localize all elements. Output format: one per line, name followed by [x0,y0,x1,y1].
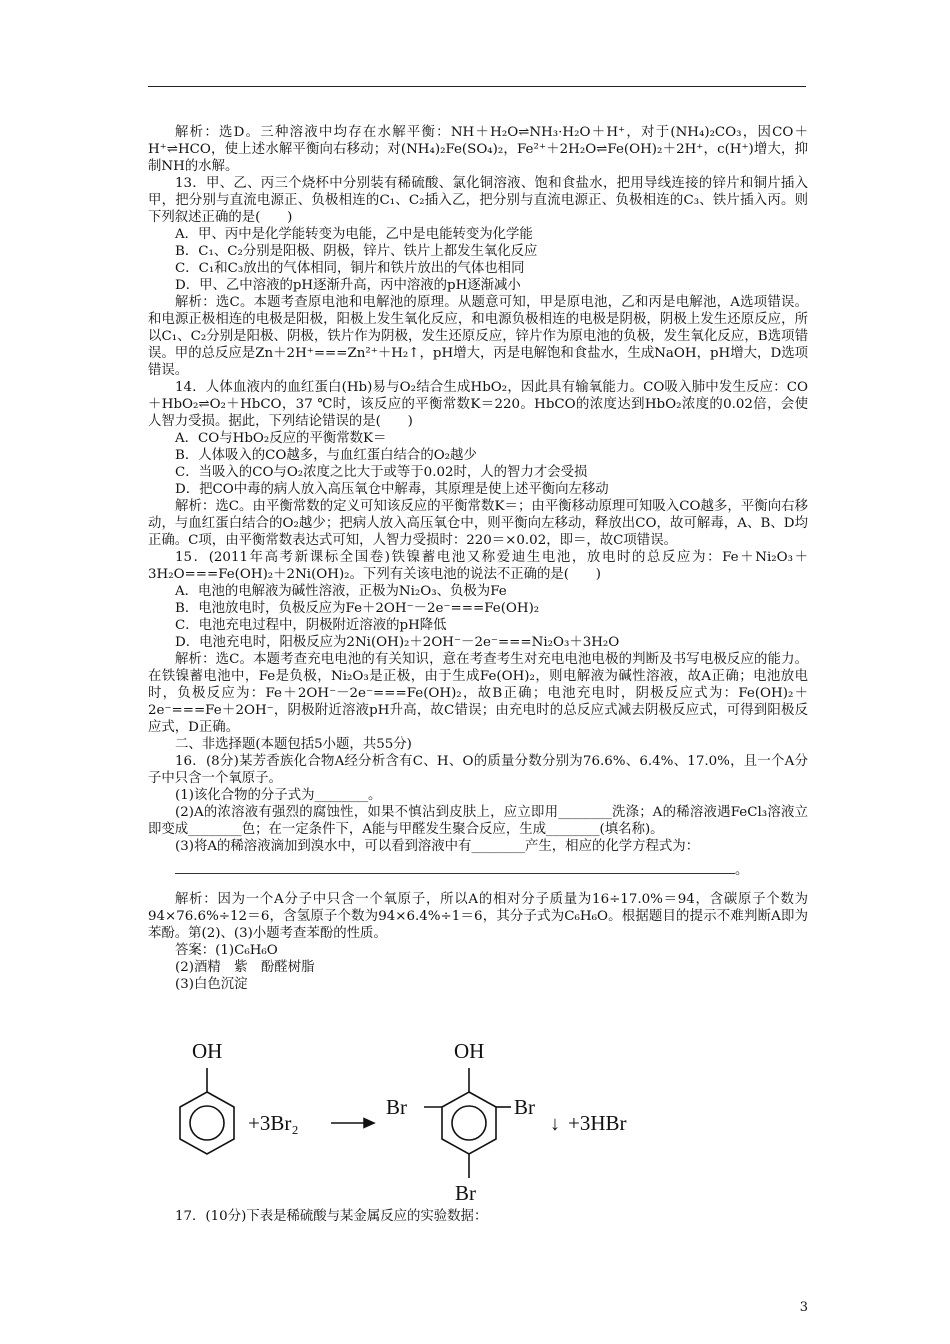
body-paragraph: 二、非选择题(本题包括5小题，共55分) [175,737,412,752]
product-oh-label: OH [454,1039,485,1063]
blank-line-end: 。 [735,863,749,878]
answer-paragraph: (2)酒精 紫 酚醛树脂 [175,960,315,975]
answer-paragraph: 答案：(1)C₆H₆O [175,943,278,958]
blank-underline [175,861,735,874]
body-paragraph: (3)将A的稀溶液滴加到溴水中，可以看到溶液中有________产生，相应的化学方程式为： [175,839,700,854]
body-paragraph: 16．(8分)某芳香族化合物A经分析含有C、H、O的质量分数分别为76.6%、6.4%、17.0%，且一个A分子中只含一个氧原子。 [148,754,808,786]
chemical-equation-figure [148,1028,808,1206]
body-paragraph: A．CO与HbO₂反应的平衡常数K＝ [175,431,387,446]
body-paragraph: D．把CO中毒的病人放入高压氧仓中解毒，其原理是使上述平衡向左移动 [175,482,609,497]
text-block-1 [148,124,808,855]
body-paragraph: C．C₁和C₃放出的气体相同，铜片和铁片放出的气体也相同 [175,261,525,276]
answer-paragraph: 解析：因为一个A分子中只含一个氧原子，所以A的相对分子质量为16÷17.0%＝94，含碳原子个数为94×76.6%÷12＝6，含氢原子个数为94×6.4%÷1＝6，其分子式为C₆H₆O。根据题目的提示不难判断A即为苯酚。第(2)、(3)小题考查苯酚的性质。 [148,892,808,941]
phenol-oh-label: OH [192,1039,223,1063]
body-paragraph: D．甲、乙中溶液的pH逐渐升高，丙中溶液的pH逐渐减小 [175,278,521,293]
benzene-ring-2 [442,1092,496,1154]
body-paragraph: A．电池的电解液为碱性溶液，正极为Ni₂O₃、负极为Fe [175,584,507,599]
answer-paragraph: (3)白色沉淀 [175,977,248,992]
body-paragraph: 13．甲、乙、丙三个烧杯中分别装有稀硫酸、氯化铜溶液、饱和食盐水，把用导线连接的锌片和铜片插入甲，把分别与直流电源正、负极相连的C₁、C₂插入乙，把分别与直流电源正、负极相连的C₃、铁片插入丙。则下列叙述正确的是( ) [148,176,808,225]
body-paragraph: (2)A的浓溶液有强烈的腐蚀性，如果不慎沾到皮肤上，应立即用________洗涤；A的稀溶液遇FeCl₃溶液立即变成________色；在一定条件下，A能与甲醛发生聚合反应，生成________(填名称)。 [148,805,808,837]
reaction-arrow [331,1119,374,1128]
page-number: 3 [799,1300,808,1315]
answer-blank-line [148,861,808,879]
reagent-label: +3Br₂ [248,1111,299,1135]
body-paragraph: (1)该化合物的分子式为________。 [175,788,382,803]
document-body [148,124,808,993]
aromatic-circle-1 [190,1106,224,1140]
body-paragraph: C．当吸入的CO与O₂浓度之比大于或等于0.02时，人的智力才会受损 [175,465,588,480]
product-br-right: Br [514,1095,535,1119]
body-paragraph: B．电池放电时，负极反应为Fe＋2OH⁻－2e⁻===Fe(OH)₂ [175,601,540,616]
product-br-left: Br [386,1095,407,1119]
body-paragraph: 解析：选D。三种溶液中均存在水解平衡：NH＋H₂O⇌NH₃·H₂O＋H⁺，对于(NH₄)₂CO₃，因CO＋H⁺⇌HCO，使上述水解平衡向右移动；对(NH₄)₂Fe(SO₄)₂，Fe²⁺＋2H₂O⇌Fe(OH)₂＋2H⁺，c(H⁺)增大，抑制NH的水解。 [148,125,808,174]
benzene-ring-1 [180,1092,234,1154]
byproduct-label: +3HBr [568,1111,627,1135]
body-paragraph: A．甲、丙中是化学能转变为电能，乙中是电能转变为化学能 [175,227,533,242]
text-block-2 [148,891,808,993]
body-paragraph: B．人体吸入的CO越多，与血红蛋白结合的O₂越少 [175,448,477,463]
body-paragraph: 解析：选C。本题考查原电池和电解池的原理。从题意可知，甲是原电池，乙和丙是电解池，A选项错误。和电源正极相连的电极是阳极，阳极上发生氧化反应，和电源负极相连的电极是阴极，阴极上发生还原反应，所以C₁、C₂分别是阳极、阴极，铁片作为阴极，发生还原反应，锌片作为原电池的负极，发生氧化反应，B选项错误。甲的总反应是Zn＋2H⁺===Zn²⁺＋H₂↑，pH增大，丙是电解饱和食盐水，生成NaOH，pH增大，D选项错误。 [148,295,808,378]
body-paragraph: 15．(2011年高考新课标全国卷)铁镍蓄电池又称爱迪生电池，放电时的总反应为：Fe＋Ni₂O₃＋3H₂O===Fe(OH)₂＋2Ni(OH)₂。下列有关该电池的说法不正确的是( ) [148,550,808,582]
aromatic-circle-2 [452,1106,486,1140]
phenol-structure [180,1068,234,1154]
body-paragraph: B．C₁、C₂分别是阳极、阴极，锌片、铁片上都发生氧化反应 [175,244,538,259]
product-br-bottom: Br [455,1181,476,1205]
tribromophenol-structure [424,1068,511,1178]
body-paragraph: 解析：选C。由平衡常数的定义可知该反应的平衡常数K＝；由平衡移动原理可知吸入CO越多，平衡向右移动，与血红蛋白结合的O₂越少；把病人放入高压氧仓中，则平衡向左移动，释放出CO，故可解毒，A、B、D均正确。C项，由平衡常数表达式可知，人智力受损时：220＝×0.02，即＝，故C项错误。 [148,499,808,548]
body-paragraph: 解析：选C。本题考查充电电池的有关知识，意在考查考生对充电电池电极的判断及书写电极反应的能力。在铁镍蓄电池中，Fe是负极，Ni₂O₃是正极，由于生成Fe(OH)₂，则电解液为碱性溶液，故A正确；电池放电时，负极反应为：Fe＋2OH⁻－2e⁻===Fe(OH)₂，故B正确；电池充电时，阴极反应式为：Fe(OH)₂＋2e⁻===Fe＋2OH⁻，阴极附近溶液pH升高，故C错误；由充电时的总反应式减去阴极反应式，可得到阳极反应式，D正确。 [148,652,808,735]
body-paragraph: 14．人体血液内的血红蛋白(Hb)易与O₂结合生成HbO₂，因此具有输氧能力。CO吸入肺中发生反应：CO＋HbO₂⇌O₂＋HbCO，37 ℃时，该反应的平衡常数K＝220。HbCO的浓度达到HbO₂浓度的0.02倍，会使人智力受损。据此，下列结论错误的是( ) [148,380,808,429]
body-paragraph: C．电池充电过程中，阴极附近溶液的pH降低 [175,618,447,633]
final-question: 17．(10分)下表是稀硫酸与某金属反应的实验数据： [175,1209,488,1224]
header-rule [148,86,806,87]
body-paragraph: D．电池充电时，阳极反应为2Ni(OH)₂＋2OH⁻－2e⁻===Ni₂O₃＋3H₂O [175,635,620,650]
precipitate-arrow: ↓ [550,1113,560,1135]
